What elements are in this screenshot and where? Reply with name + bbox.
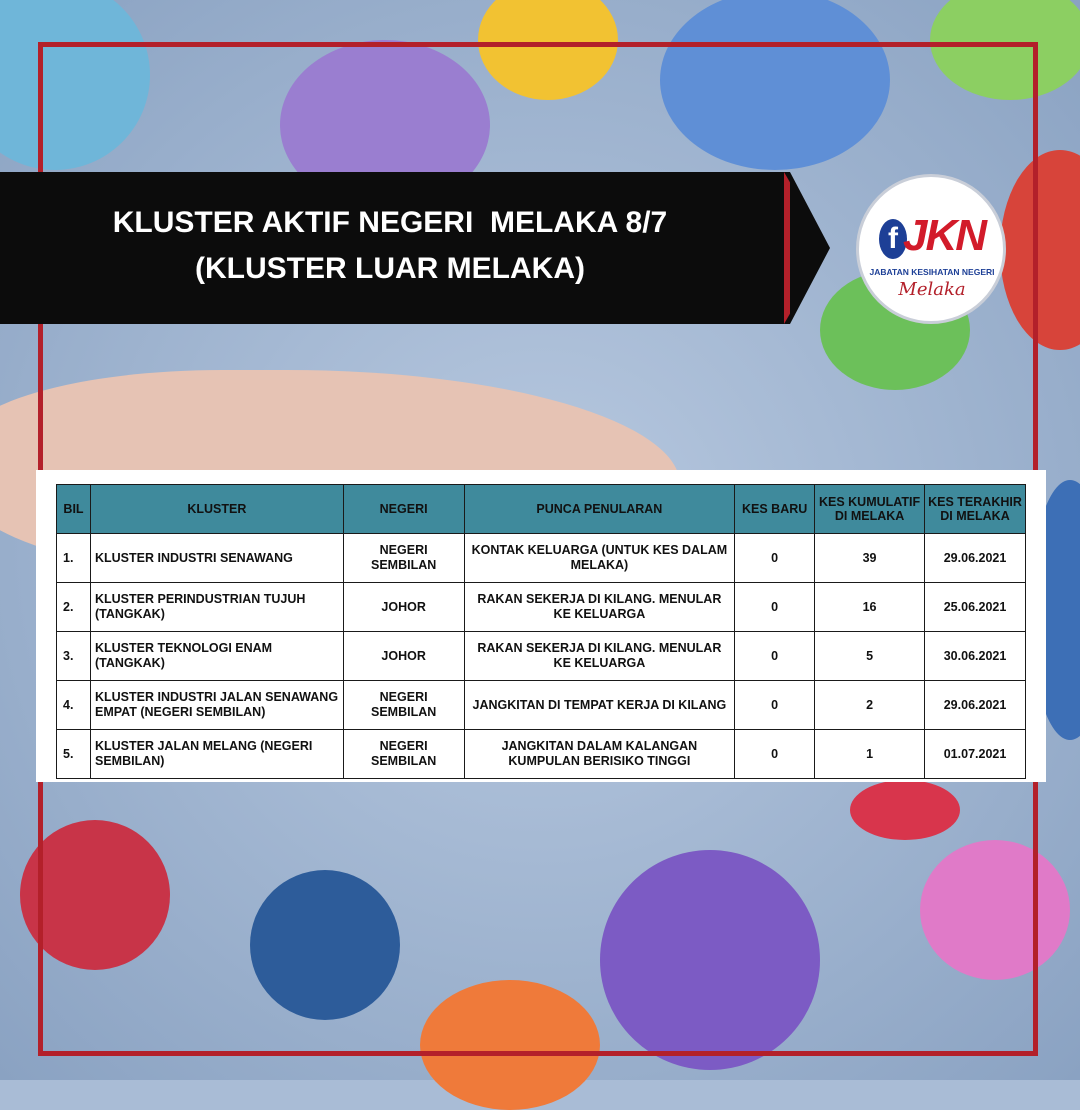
title-line-1: KLUSTER AKTIF NEGERI MELAKA 8/7 bbox=[112, 206, 668, 239]
cell-kluster: KLUSTER INDUSTRI JALAN SENAWANG EMPAT (NEGERI SEMBILAN) bbox=[90, 681, 343, 730]
table-row bbox=[57, 583, 1026, 632]
cell-kes-terakhir: 25.06.2021 bbox=[925, 583, 1026, 632]
cell-bil: 5. bbox=[57, 730, 91, 779]
cell-negeri: NEGERI SEMBILAN bbox=[343, 730, 464, 779]
cell-negeri: NEGERI SEMBILAN bbox=[343, 681, 464, 730]
banner-arrow bbox=[790, 172, 830, 324]
cell-kes-baru: 0 bbox=[735, 583, 815, 632]
cell-negeri: NEGERI SEMBILAN bbox=[343, 534, 464, 583]
cell-kes-terakhir: 29.06.2021 bbox=[925, 681, 1026, 730]
cell-punca: RAKAN SEKERJA DI KILANG. MENULAR KE KELUARGA bbox=[464, 632, 735, 681]
cell-kes-kumulatif: 1 bbox=[815, 730, 925, 779]
cluster-table-panel bbox=[36, 470, 1046, 782]
header-kes-baru: KES BARU bbox=[735, 485, 815, 534]
table-row bbox=[57, 534, 1026, 583]
table-header-row bbox=[57, 485, 1026, 534]
facebook-icon: f bbox=[879, 219, 907, 259]
cell-kes-baru: 0 bbox=[735, 534, 815, 583]
page-title bbox=[40, 200, 740, 292]
header-punca: PUNCA PENULARAN bbox=[464, 485, 735, 534]
header-bil: BIL bbox=[57, 485, 91, 534]
cell-punca: KONTAK KELUARGA (UNTUK KES DALAM MELAKA) bbox=[464, 534, 735, 583]
table-row bbox=[57, 632, 1026, 681]
logo-subtitle: JABATAN KESIHATAN NEGERI bbox=[869, 267, 995, 277]
header-kes-terakhir: KES TERAKHIR DI MELAKA bbox=[925, 485, 1026, 534]
cell-kluster: KLUSTER INDUSTRI SENAWANG bbox=[90, 534, 343, 583]
cell-kes-baru: 0 bbox=[735, 681, 815, 730]
logo-script: Melaka bbox=[898, 279, 966, 300]
title-line-2: (KLUSTER LUAR MELAKA) bbox=[195, 252, 585, 285]
cell-kes-terakhir: 30.06.2021 bbox=[925, 632, 1026, 681]
cell-negeri: JOHOR bbox=[343, 583, 464, 632]
cell-negeri: JOHOR bbox=[343, 632, 464, 681]
cell-kluster: KLUSTER PERINDUSTRIAN TUJUH (TANGKAK) bbox=[90, 583, 343, 632]
cell-punca: JANGKITAN DI TEMPAT KERJA DI KILANG bbox=[464, 681, 735, 730]
cell-kes-terakhir: 01.07.2021 bbox=[925, 730, 1026, 779]
cell-kes-baru: 0 bbox=[735, 632, 815, 681]
cell-kes-baru: 0 bbox=[735, 730, 815, 779]
cell-punca: RAKAN SEKERJA DI KILANG. MENULAR KE KELUARGA bbox=[464, 583, 735, 632]
table-row bbox=[57, 730, 1026, 779]
cell-kes-terakhir: 29.06.2021 bbox=[925, 534, 1026, 583]
cell-bil: 2. bbox=[57, 583, 91, 632]
header-kes-kumulatif: KES KUMULATIF DI MELAKA bbox=[815, 485, 925, 534]
cell-kes-kumulatif: 39 bbox=[815, 534, 925, 583]
cell-punca: JANGKITAN DALAM KALANGAN KUMPULAN BERISIKO TINGGI bbox=[464, 730, 735, 779]
logo-name: JKN bbox=[903, 211, 986, 260]
cell-kluster: KLUSTER TEKNOLOGI ENAM (TANGKAK) bbox=[90, 632, 343, 681]
cell-bil: 1. bbox=[57, 534, 91, 583]
table-row bbox=[57, 681, 1026, 730]
header-kluster: KLUSTER bbox=[90, 485, 343, 534]
cell-bil: 3. bbox=[57, 632, 91, 681]
cell-kes-kumulatif: 16 bbox=[815, 583, 925, 632]
header-negeri: NEGERI bbox=[343, 485, 464, 534]
cell-bil: 4. bbox=[57, 681, 91, 730]
cell-kes-kumulatif: 2 bbox=[815, 681, 925, 730]
cell-kluster: KLUSTER JALAN MELANG (NEGERI SEMBILAN) bbox=[90, 730, 343, 779]
cell-kes-kumulatif: 5 bbox=[815, 632, 925, 681]
jkn-logo bbox=[856, 174, 1006, 324]
cluster-table bbox=[56, 484, 1026, 779]
